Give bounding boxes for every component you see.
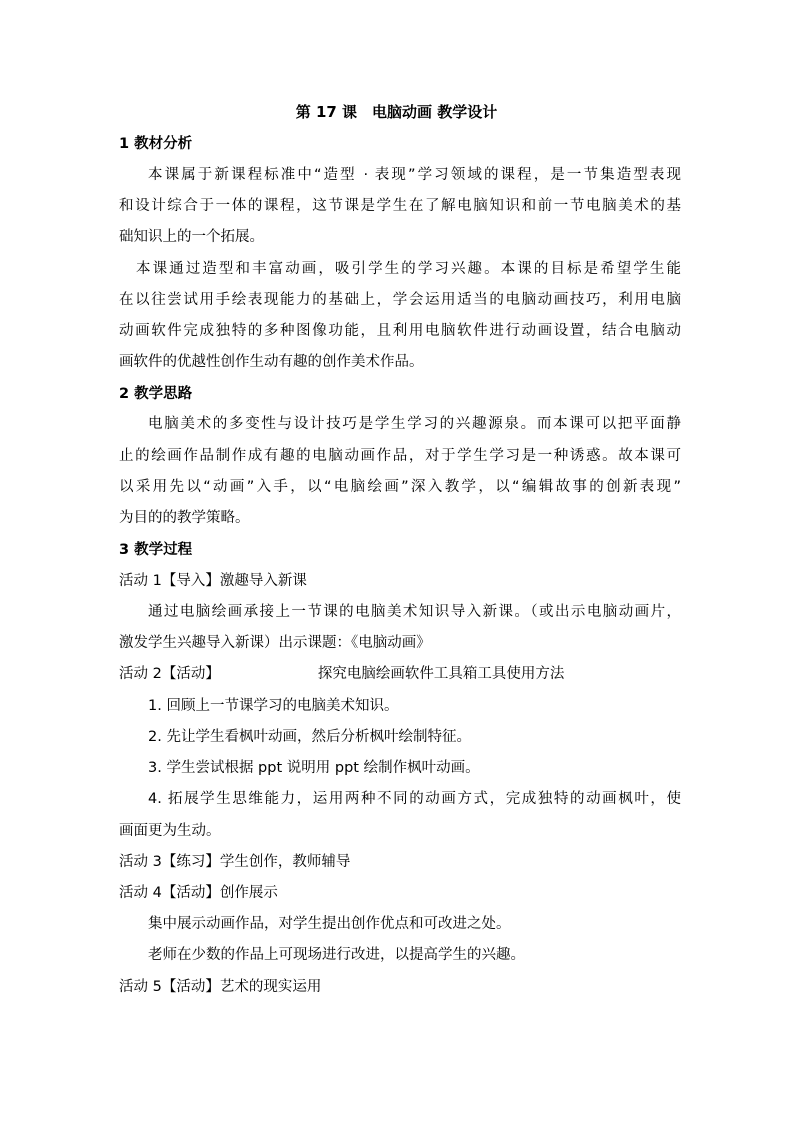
activity-2-label: 活动 2【活动】	[119, 666, 220, 682]
paragraph-line: 老师在少数的作品上可现场进行改进，以提高学生的兴趣。	[148, 947, 525, 963]
activity-1-heading: 活动 1【导入】激趣导入新课	[119, 573, 307, 589]
activity-3-heading: 活动 3【练习】学生创作，教师辅导	[119, 854, 351, 870]
paragraph-line: 动画软件完成独特的多种图像功能，且利用电脑软件进行动画设置，结合电脑动	[119, 323, 681, 339]
paragraph-line: 激发学生兴趣导入新课）出示课题：《电脑动画》	[119, 635, 431, 651]
list-item: 4. 拓展学生思维能力，运用两种不同的动画方式，完成独特的动画枫叶，使	[148, 791, 681, 807]
paragraph-line: 为目的的教学策略。	[119, 510, 250, 526]
list-item: 1. 回顾上一节课学习的电脑美术知识。	[148, 698, 399, 714]
activity-4-heading: 活动 4【活动】创作展示	[119, 885, 278, 901]
paragraph-line: 和设计综合于一体的课程，这节课是学生在了解电脑知识和前一节电脑美术的基	[119, 198, 681, 214]
activity-5-heading: 活动 5【活动】艺术的现实运用	[119, 979, 322, 995]
paragraph-line: 集中展示动画作品，对学生提出创作优点和可改进之处。	[148, 916, 511, 932]
paragraph-line: 画软件的优越性创作生动有趣的创作美术作品。	[119, 354, 424, 370]
list-item: 3. 学生尝试根据 ppt 说明用 ppt 绘制作枫叶动画。	[148, 760, 480, 776]
paragraph-line: 本课通过造型和丰富动画，吸引学生的学习兴趣。本课的目标是希望学生能	[136, 261, 681, 277]
section-heading-teaching-process: 3 教学过程	[119, 542, 193, 558]
list-item-continuation: 画面更为生动。	[119, 823, 221, 839]
activity-2-text: 探究电脑绘画软件工具箱工具使用方法	[317, 666, 565, 682]
document-title: 第 17 课 电脑动画 教学设计	[295, 103, 498, 121]
list-item: 2. 先让学生看枫叶动画，然后分析枫叶绘制特征。	[148, 729, 471, 745]
section-heading-teaching-approach: 2 教学思路	[119, 386, 193, 402]
paragraph-line: 以采用先以“动画”入手，以“电脑绘画”深入教学，以“编辑故事的创新表现”	[119, 479, 681, 495]
paragraph-line: 通过电脑绘画承接上一节课的电脑美术知识导入新课。（或出示电脑动画片，	[148, 604, 681, 620]
paragraph-line: 在以往尝试用手绘表现能力的基础上，学会运用适当的电脑动画技巧，利用电脑	[119, 292, 681, 308]
paragraph-line: 础知识上的一个拓展。	[119, 229, 264, 245]
section-heading-teaching-material: 1 教材分析	[119, 136, 193, 152]
paragraph-line: 电脑美术的多变性与设计技巧是学生学习的兴趣源泉。而本课可以把平面静	[148, 416, 681, 432]
paragraph-line: 本课属于新课程标准中“造型 · 表现”学习领域的课程，是一节集造型表现	[148, 167, 681, 183]
paragraph-line: 止的绘画作品制作成有趣的电脑动画作品，对于学生学习是一种诱惑。故本课可	[119, 448, 681, 464]
activity-2-heading	[119, 664, 681, 684]
